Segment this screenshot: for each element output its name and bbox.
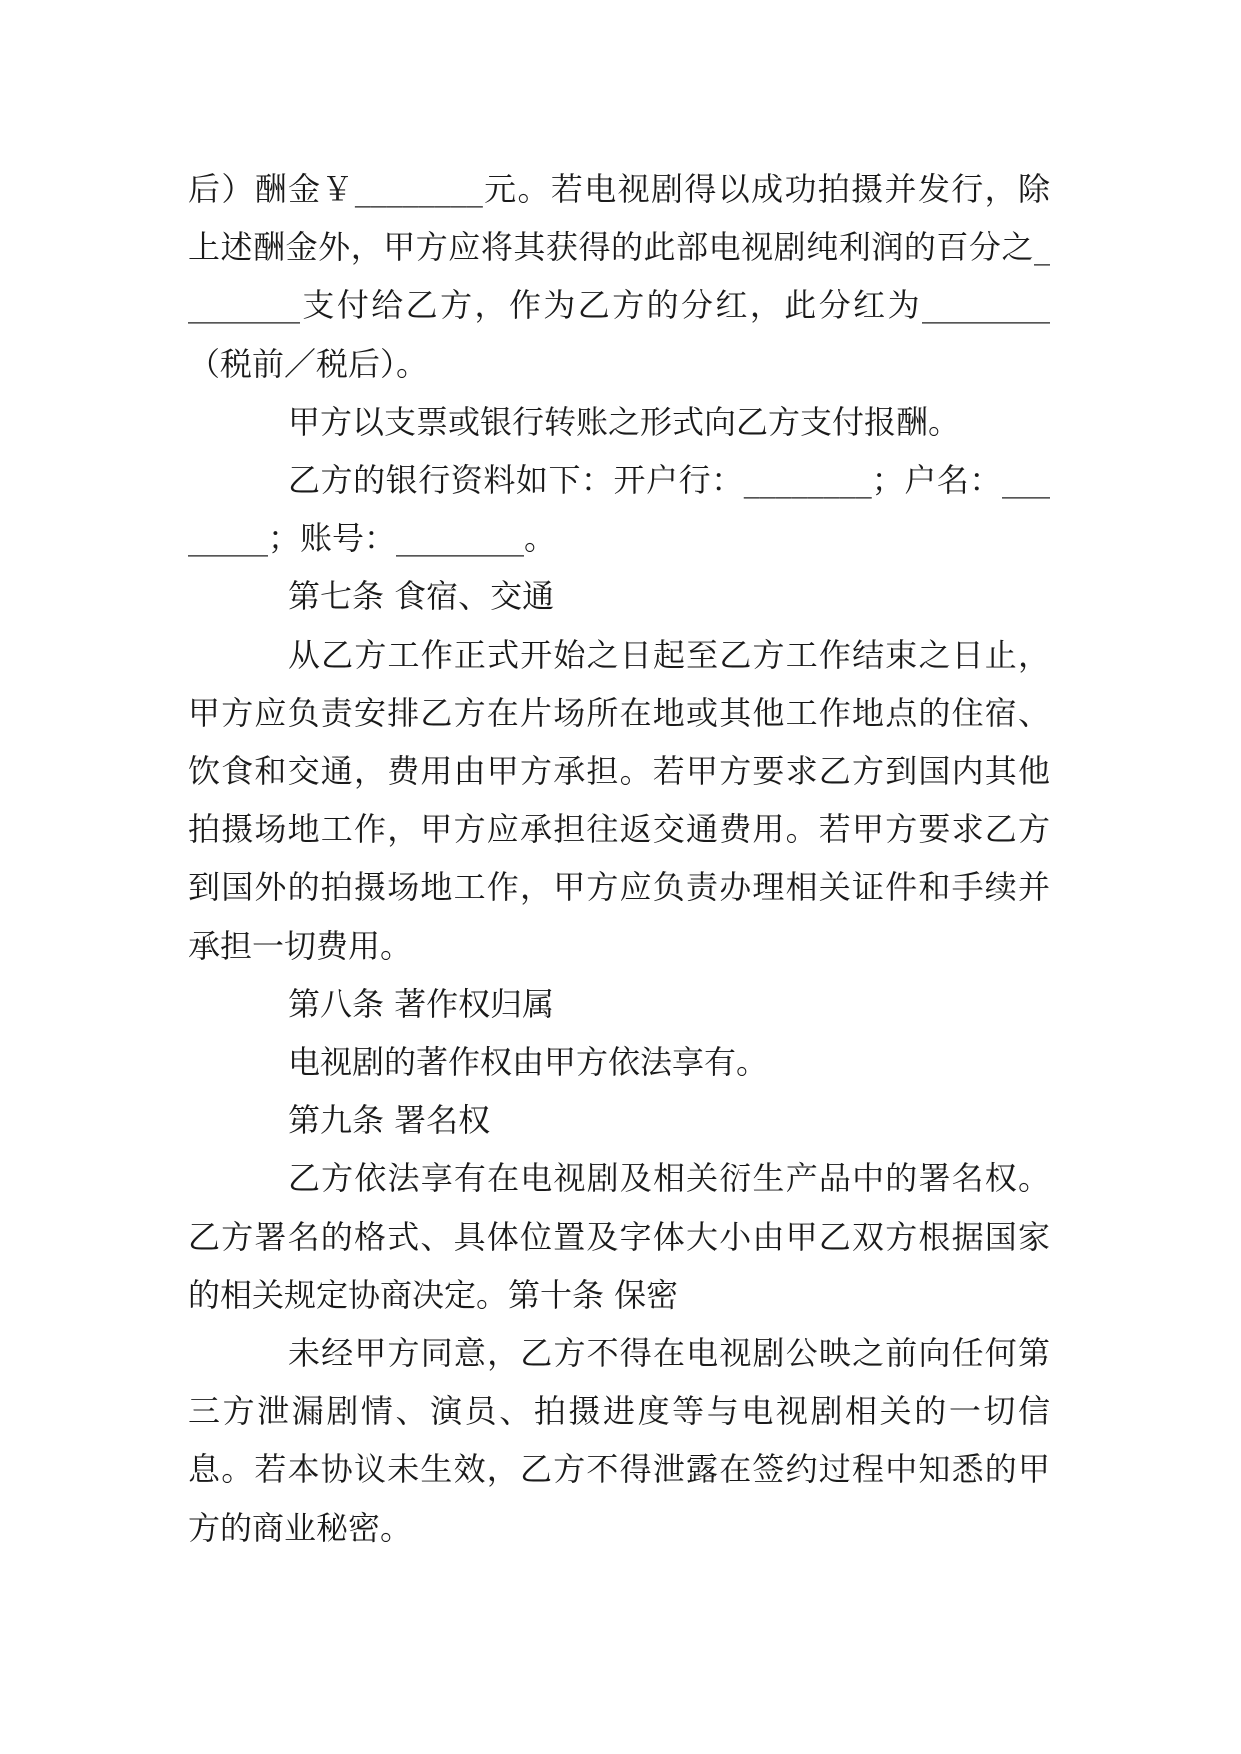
paragraph-bank-info: 乙方的银行资料如下：开户行：________；户名：________；账号：________。	[188, 461, 1050, 558]
paragraph-payment-terms: 后）酬金￥________元。若电视剧得以成功拍摄并发行，除上述酬金外，甲方应将其获得的此部电视剧纯利润的百分之________支付给乙方，作为乙方的分红，此分红为________（税前／税后）。	[188, 170, 1050, 383]
paragraph-accommodation: 从乙方工作正式开始之日起至乙方工作结束之日止，甲方应负责安排乙方在片场所在地或其他工作地点的住宿、饮食和交通，费用由甲方承担。若甲方要求乙方到国内其他拍摄场地工作，甲方应承担往返交通费用。若甲方要求乙方到国外的拍摄场地工作，甲方应负责办理相关证件和手续并承担一切费用。	[188, 635, 1050, 965]
paragraph-attribution: 乙方依法享有在电视剧及相关衍生产品中的署名权。乙方署名的格式、具体位置及字体大小由甲乙双方根据国家的相关规定协商决定。第十条 保密	[188, 1159, 1050, 1314]
paragraph-copyright: 电视剧的著作权由甲方依法享有。	[288, 1043, 769, 1082]
paragraph-payment-method: 甲方以支票或银行转账之形式向乙方支付报酬。	[288, 402, 961, 441]
document-body	[188, 160, 1050, 1557]
paragraph-confidentiality: 未经甲方同意，乙方不得在电视剧公映之前向任何第三方泄漏剧情、演员、拍摄进度等与电视剧相关的一切信息。若本协议未生效，乙方不得泄露在签约过程中知悉的甲方的商业秘密。	[188, 1334, 1050, 1547]
article-7-heading: 第七条 食宿、交通	[288, 577, 555, 616]
article-9-heading: 第九条 署名权	[288, 1101, 491, 1140]
article-8-heading: 第八条 著作权归属	[288, 984, 555, 1023]
